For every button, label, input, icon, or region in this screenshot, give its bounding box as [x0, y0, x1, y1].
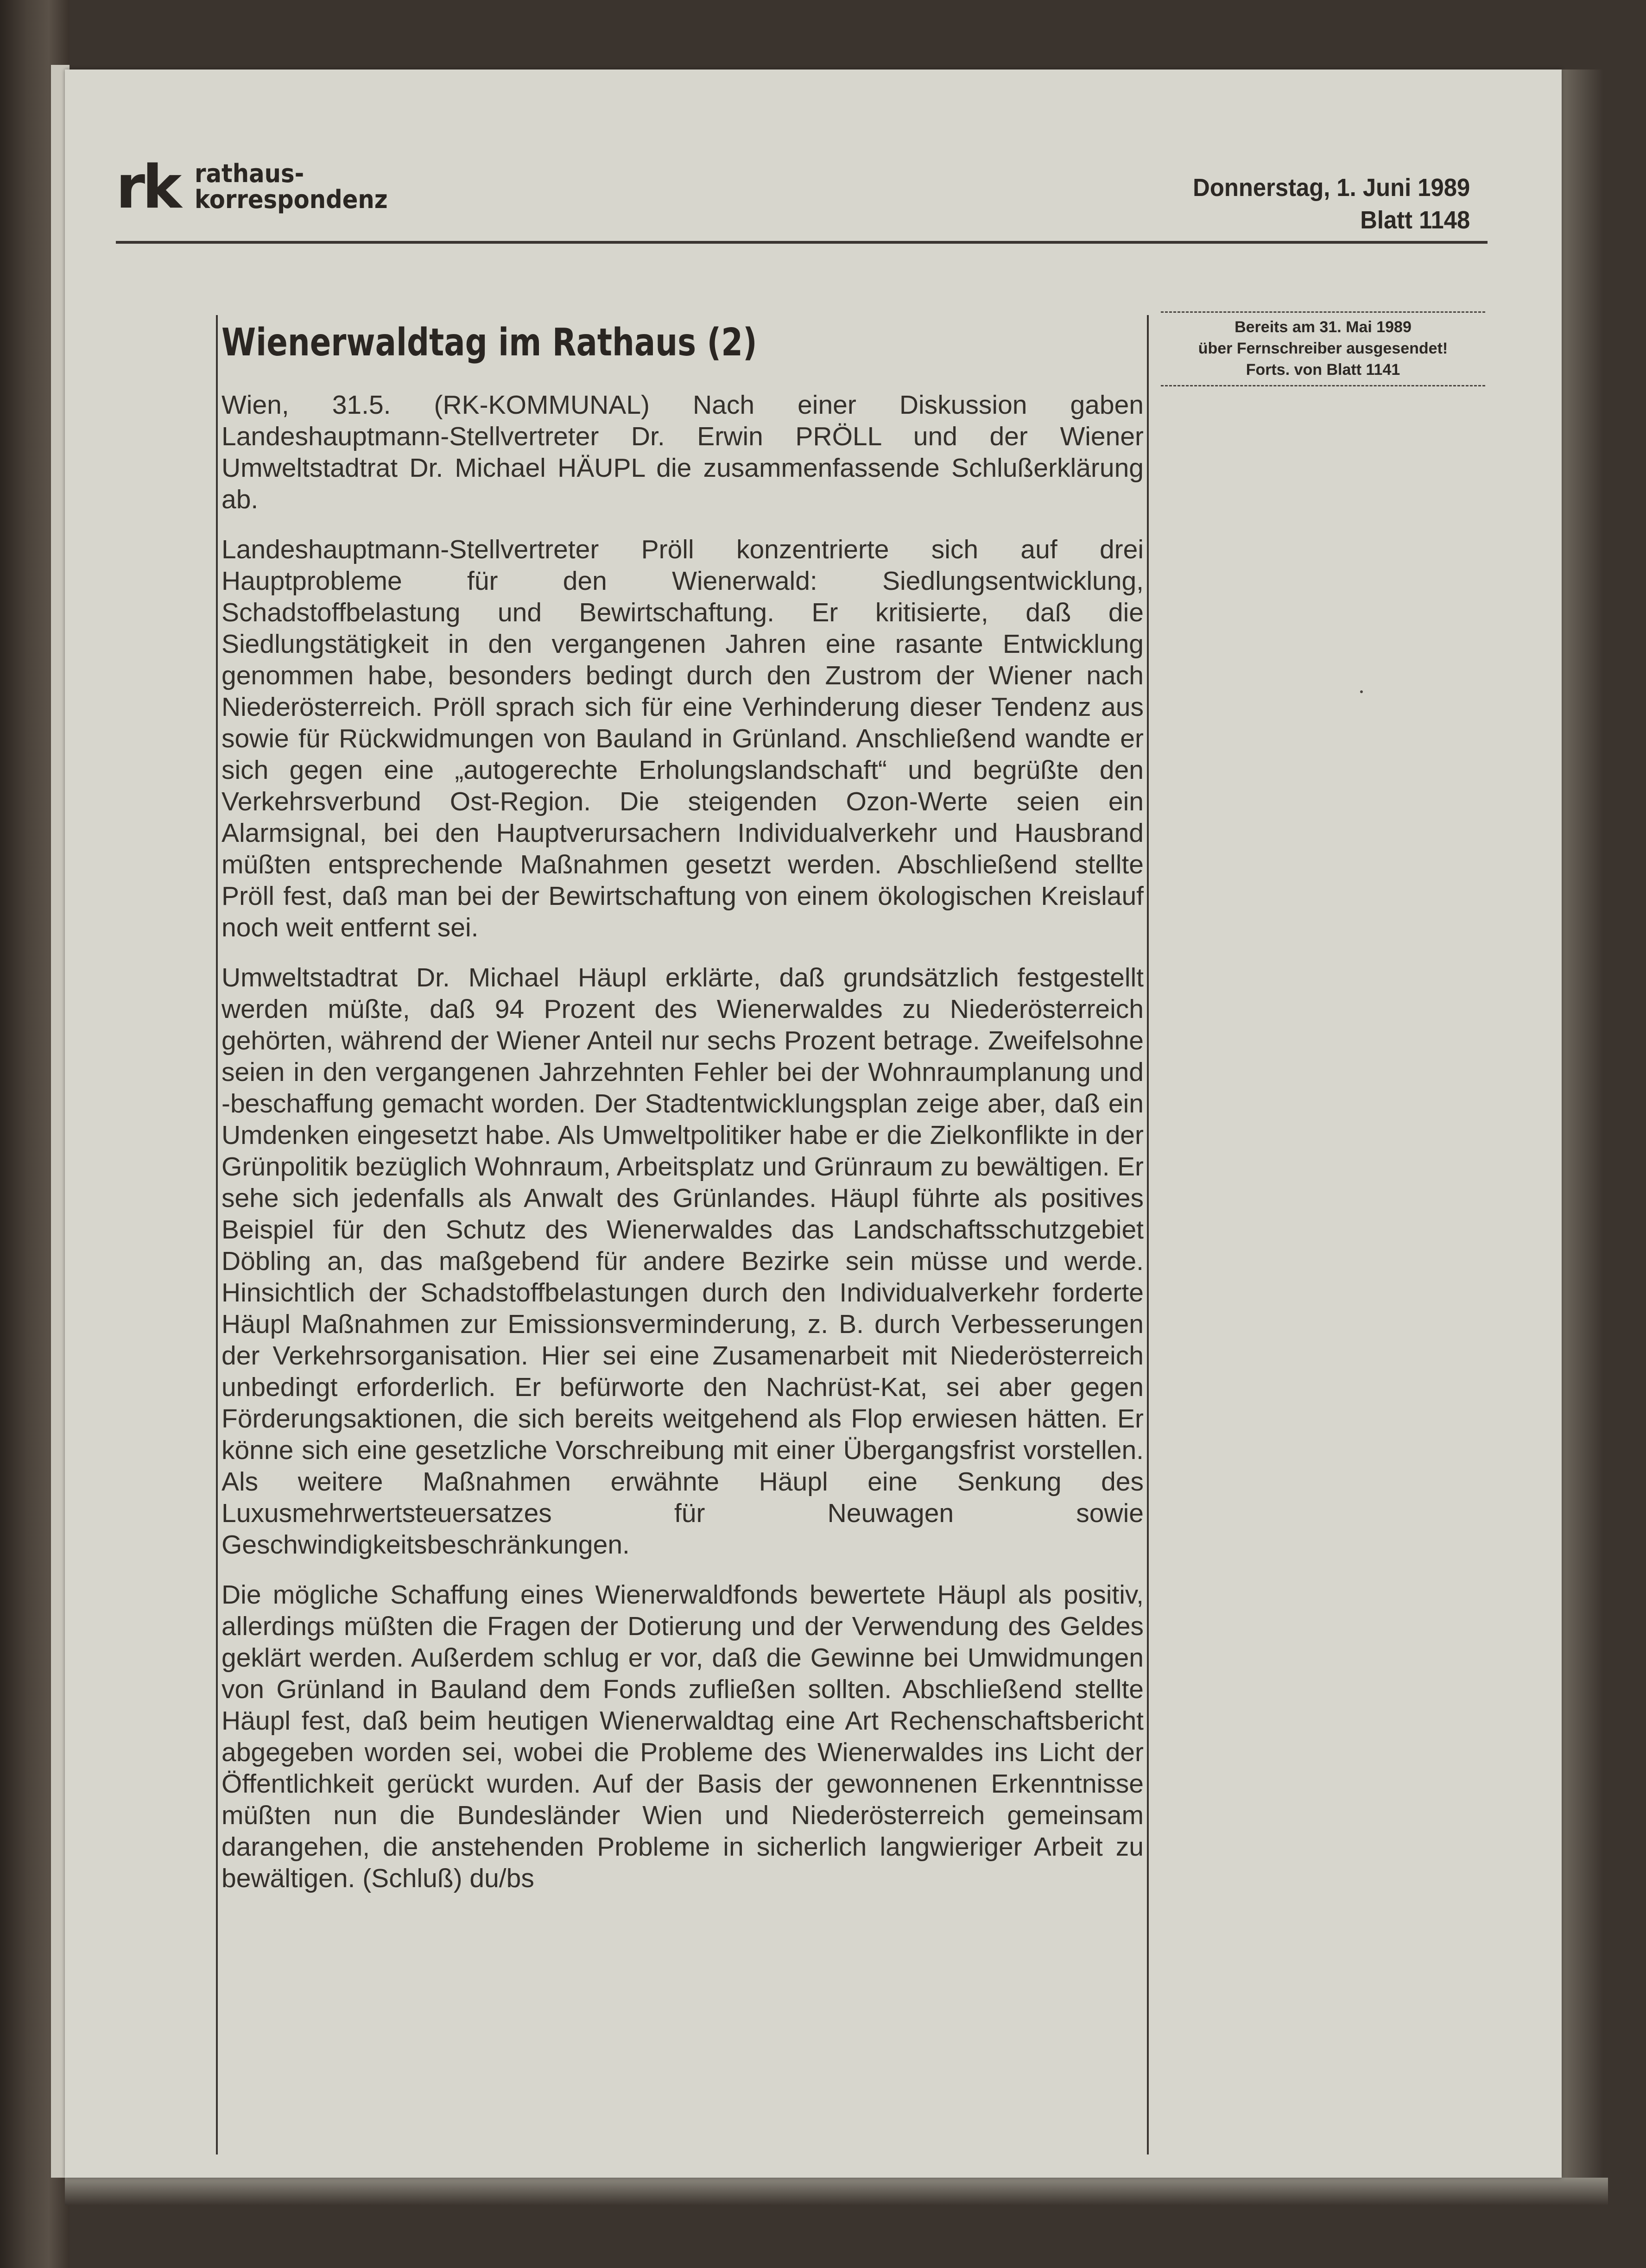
article-paragraph: Umweltstadtrat Dr. Michael Häupl erklärte, daß grundsätzlich festgestellt werden müßte, daß 94 Prozent des Wienerwaldes zu Niederösterreich gehörten, während der Wiener Anteil nur sechs Prozent betrage. Zweifelsohne seien in den vergangenen Jahrzehnten Fehler bei der Wohnraumplanung und -beschaffung gemacht worden. Der Stadtentwicklungsplan zeige aber, daß ein Umdenken eingesetzt habe. Als Umweltpolitiker habe er die Zielkonflikte in der Grünpolitik bezüglich Wohnraum, Arbeitsplatz und Grünraum zu bewältigen. Er sehe sich jedenfalls als Anwalt des Grünlandes. Häupl führte als positives Beispiel für den Schutz des Wienerwaldes das Landschaftsschutzgebiet Döbling an, das maßgebend für andere Bezirke sein müsse und werde. Hinsichtlich der Schadstoffbelastungen durch den Individualverkehr forderte Häupl Maßnahmen zur Emissionsverminderung, z. B. durch Verbesserungen der Verkehrsorganisation. Hier sei eine Zusamenarbeit mit Niederösterreich unbedingt erforderlich. Er befürworte den Nachrüst-Kat, sei aber gegen Förderungsaktionen, die sich bereits weitgehend als Flop erwiesen hätten. Er könne sich eine gesetzliche Vorschreibung mit einer Übergangsfrist vorstellen. Als weitere Maßnahmen erwähnte Häupl eine Senkung des Luxusmehrwertsteuersatzes für Neuwagen sowie Geschwindigkeitsbeschränkungen. [222, 963, 1144, 1560]
note-line-2: über Fernschreiber ausgesendet! [1198, 340, 1448, 357]
logo-mark: rk [116, 153, 179, 222]
logo-wordmark [195, 161, 388, 213]
note-top-rule [1161, 311, 1485, 313]
header-divider [116, 241, 1488, 244]
column-divider [1147, 315, 1149, 2154]
note-bottom-rule [1161, 385, 1485, 386]
note-line-1: Bereits am 31. Mai 1989 [1234, 318, 1412, 336]
issue-date: Donnerstag, 1. Juni 1989 [1192, 174, 1470, 202]
article-paragraph: Landeshauptmann-Stellvertreter Pröll konzentrierte sich auf drei Hauptprobleme für den Wienerwald: Siedlungsentwicklung, Schadstoffbelastung und Bewirtschaftung. Er kritisierte, daß die Siedlungstätigkeit in den vergangenen Jahren eine rasante Entwicklung genommen habe, besonders bedingt durch den Zustrom der Wiener nach Niederösterreich. Pröll sprach sich für eine Verhinderung dieser Tendenz aus sowie für Rückwidmungen von Bauland in Grünland. Anschließend wandte er sich gegen eine „autogerechte Erholungslandschaft“ und begrüßte den Verkehrsverbund Ost-Region. Die steigenden Ozon-Werte seien ein Alarmsignal, bei den Hauptverursachern Individualverkehr und Hausbrand müßten entsprechende Maßnahmen gesetzt werden. Abschließend stellte Pröll fest, daß man bei der Bewirtschaftung von einem ökologischen Kreislauf noch weit entfernt sei. [222, 535, 1144, 942]
logo-line-2: korrespondenz [195, 185, 388, 214]
page-right-shadow [1562, 69, 1603, 2201]
article-left-rule [216, 315, 218, 2154]
article-title: Wienerwaldtag im Rathaus (2) [222, 321, 757, 365]
transmission-note [1161, 311, 1485, 386]
note-line-3: Forts. von Blatt 1141 [1246, 361, 1400, 379]
article-paragraph: Wien, 31.5. (RK-KOMMUNAL) Nach einer Diskussion gaben Landeshauptmann-Stellvertreter Dr. Erwin PRÖLL und der Wiener Umweltstadtrat Dr. Michael HÄUPL die zusammenfassende Schlußerklärung ab. [222, 390, 1144, 514]
logo-line-1: rathaus- [195, 159, 304, 188]
article [222, 320, 1144, 1913]
paper-speck [1360, 690, 1363, 693]
header-dateline [1193, 171, 1470, 236]
masthead-logo [116, 153, 405, 222]
page-bottom-shadow [65, 2178, 1608, 2205]
sheet-number: Blatt 1148 [1360, 206, 1470, 234]
article-paragraph: Die mögliche Schaffung eines Wienerwaldfonds bewertete Häupl als positiv, allerdings müßten die Fragen der Dotierung und der Verwendung des Geldes geklärt werden. Außerdem schlug er vor, daß die Gewinne bei Umwidmungen von Grünland in Bauland dem Fonds zufließen sollten. Abschließend stellte Häupl fest, daß beim heutigen Wienerwaldtag eine Art Rechenschaftsbericht abgegeben worden sei, wobei die Probleme des Wienerwaldes ins Licht der Öffentlichkeit gerückt wurden. Auf der Basis der gewonnenen Erkenntnisse müßten nun die Bundesländer Wien und Niederösterreich gemeinsam darangehen, die anstehenden Probleme in sicherlich langwieriger Arbeit zu bewältigen. (Schluß) du/bs [222, 1580, 1144, 1893]
